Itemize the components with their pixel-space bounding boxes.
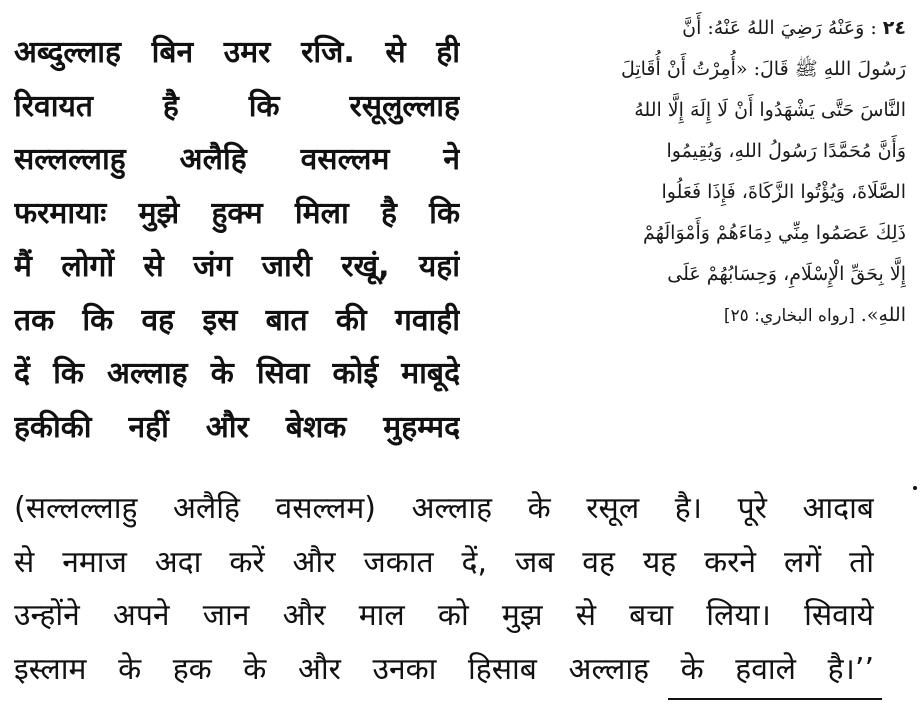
hindi-line: हकीकी नहीं और बेशक मुहम्मद bbox=[14, 409, 460, 445]
arabic-line: رَسُولَ اللهِ ﷺ قَالَ: «أُمِرْتُ أَنْ أُقَاتِلَ bbox=[620, 58, 906, 80]
hadith-reference: [رواه البخاري: ٢٥] bbox=[723, 306, 855, 326]
end-underline bbox=[668, 698, 882, 700]
hindi-line: दें कि अल्लाह के सिवा कोई माबूदे bbox=[14, 356, 460, 391]
hindi-line: से नमाज अदा करें और जकात दें, जब वह यह करने लगें तो bbox=[14, 544, 874, 580]
arabic-line-text: اللهِ». bbox=[860, 304, 906, 326]
hindi-line: मैं लोगों से जंग जारी रखूं, यहां bbox=[14, 249, 460, 284]
hindi-line: तक कि वह इस बात की गवाही bbox=[14, 302, 460, 338]
hindi-line: सल्लल्लाहु अलैहि वसल्लम ने bbox=[14, 142, 460, 177]
arabic-line: الصَّلَاةَ، وَيُؤْتُوا الزَّكَاةَ، فَإِذَا فَعَلُوا bbox=[661, 181, 906, 203]
hindi-translation-column bbox=[14, 26, 460, 454]
arabic-line bbox=[486, 8, 906, 49]
arabic-hadith-text bbox=[486, 8, 906, 337]
arabic-line bbox=[486, 295, 906, 337]
hindi-line: फरमायाः मुझे हुक्म मिला है कि bbox=[14, 195, 460, 231]
arabic-line: ذَلِكَ عَصَمُوا مِنِّي دِمَاءَهُمْ وَأَمْوَالَهُمْ bbox=[642, 222, 906, 244]
hindi-line: अब्दुल्लाह बिन उमर रजि. से ही bbox=[14, 35, 460, 70]
hindi-translation-continued bbox=[14, 482, 874, 696]
hadith-number-separator: : bbox=[870, 17, 877, 39]
arabic-line: إِلَّا بِحَقِّ الْإِسْلَامِ، وَحِسَابُهُمْ عَلَى bbox=[667, 263, 906, 285]
hindi-line: रिवायत है कि रसूलुल्लाह bbox=[14, 88, 460, 124]
arabic-line-text: وَعَنْهُ رَضِيَ اللهُ عَنْهُ: أَنَّ bbox=[682, 17, 865, 39]
hindi-line: इस्लाम के हक के और उनका हिसाब अल्लाह के हवाले है।’’ bbox=[14, 651, 874, 687]
hindi-line: (सल्लल्लाहु अलैहि वसल्लम) अल्लाह के रसूल है। पूरे आदाब bbox=[14, 491, 874, 526]
arabic-line: النَّاسَ حَتَّى يَشْهَدُوا أَنْ لَا إِلَهَ إِلَّا اللهُ bbox=[634, 99, 906, 121]
arabic-line: وَأَنَّ مُحَمَّدًا رَسُولُ اللهِ، وَيُقِيمُوا bbox=[666, 140, 906, 162]
hindi-line: उन्होंने अपने जान और माल को मुझ से बचा लिया। सिवाये bbox=[14, 598, 874, 633]
margin-dot bbox=[913, 486, 917, 490]
hadith-number: ٢٤ bbox=[882, 17, 906, 39]
